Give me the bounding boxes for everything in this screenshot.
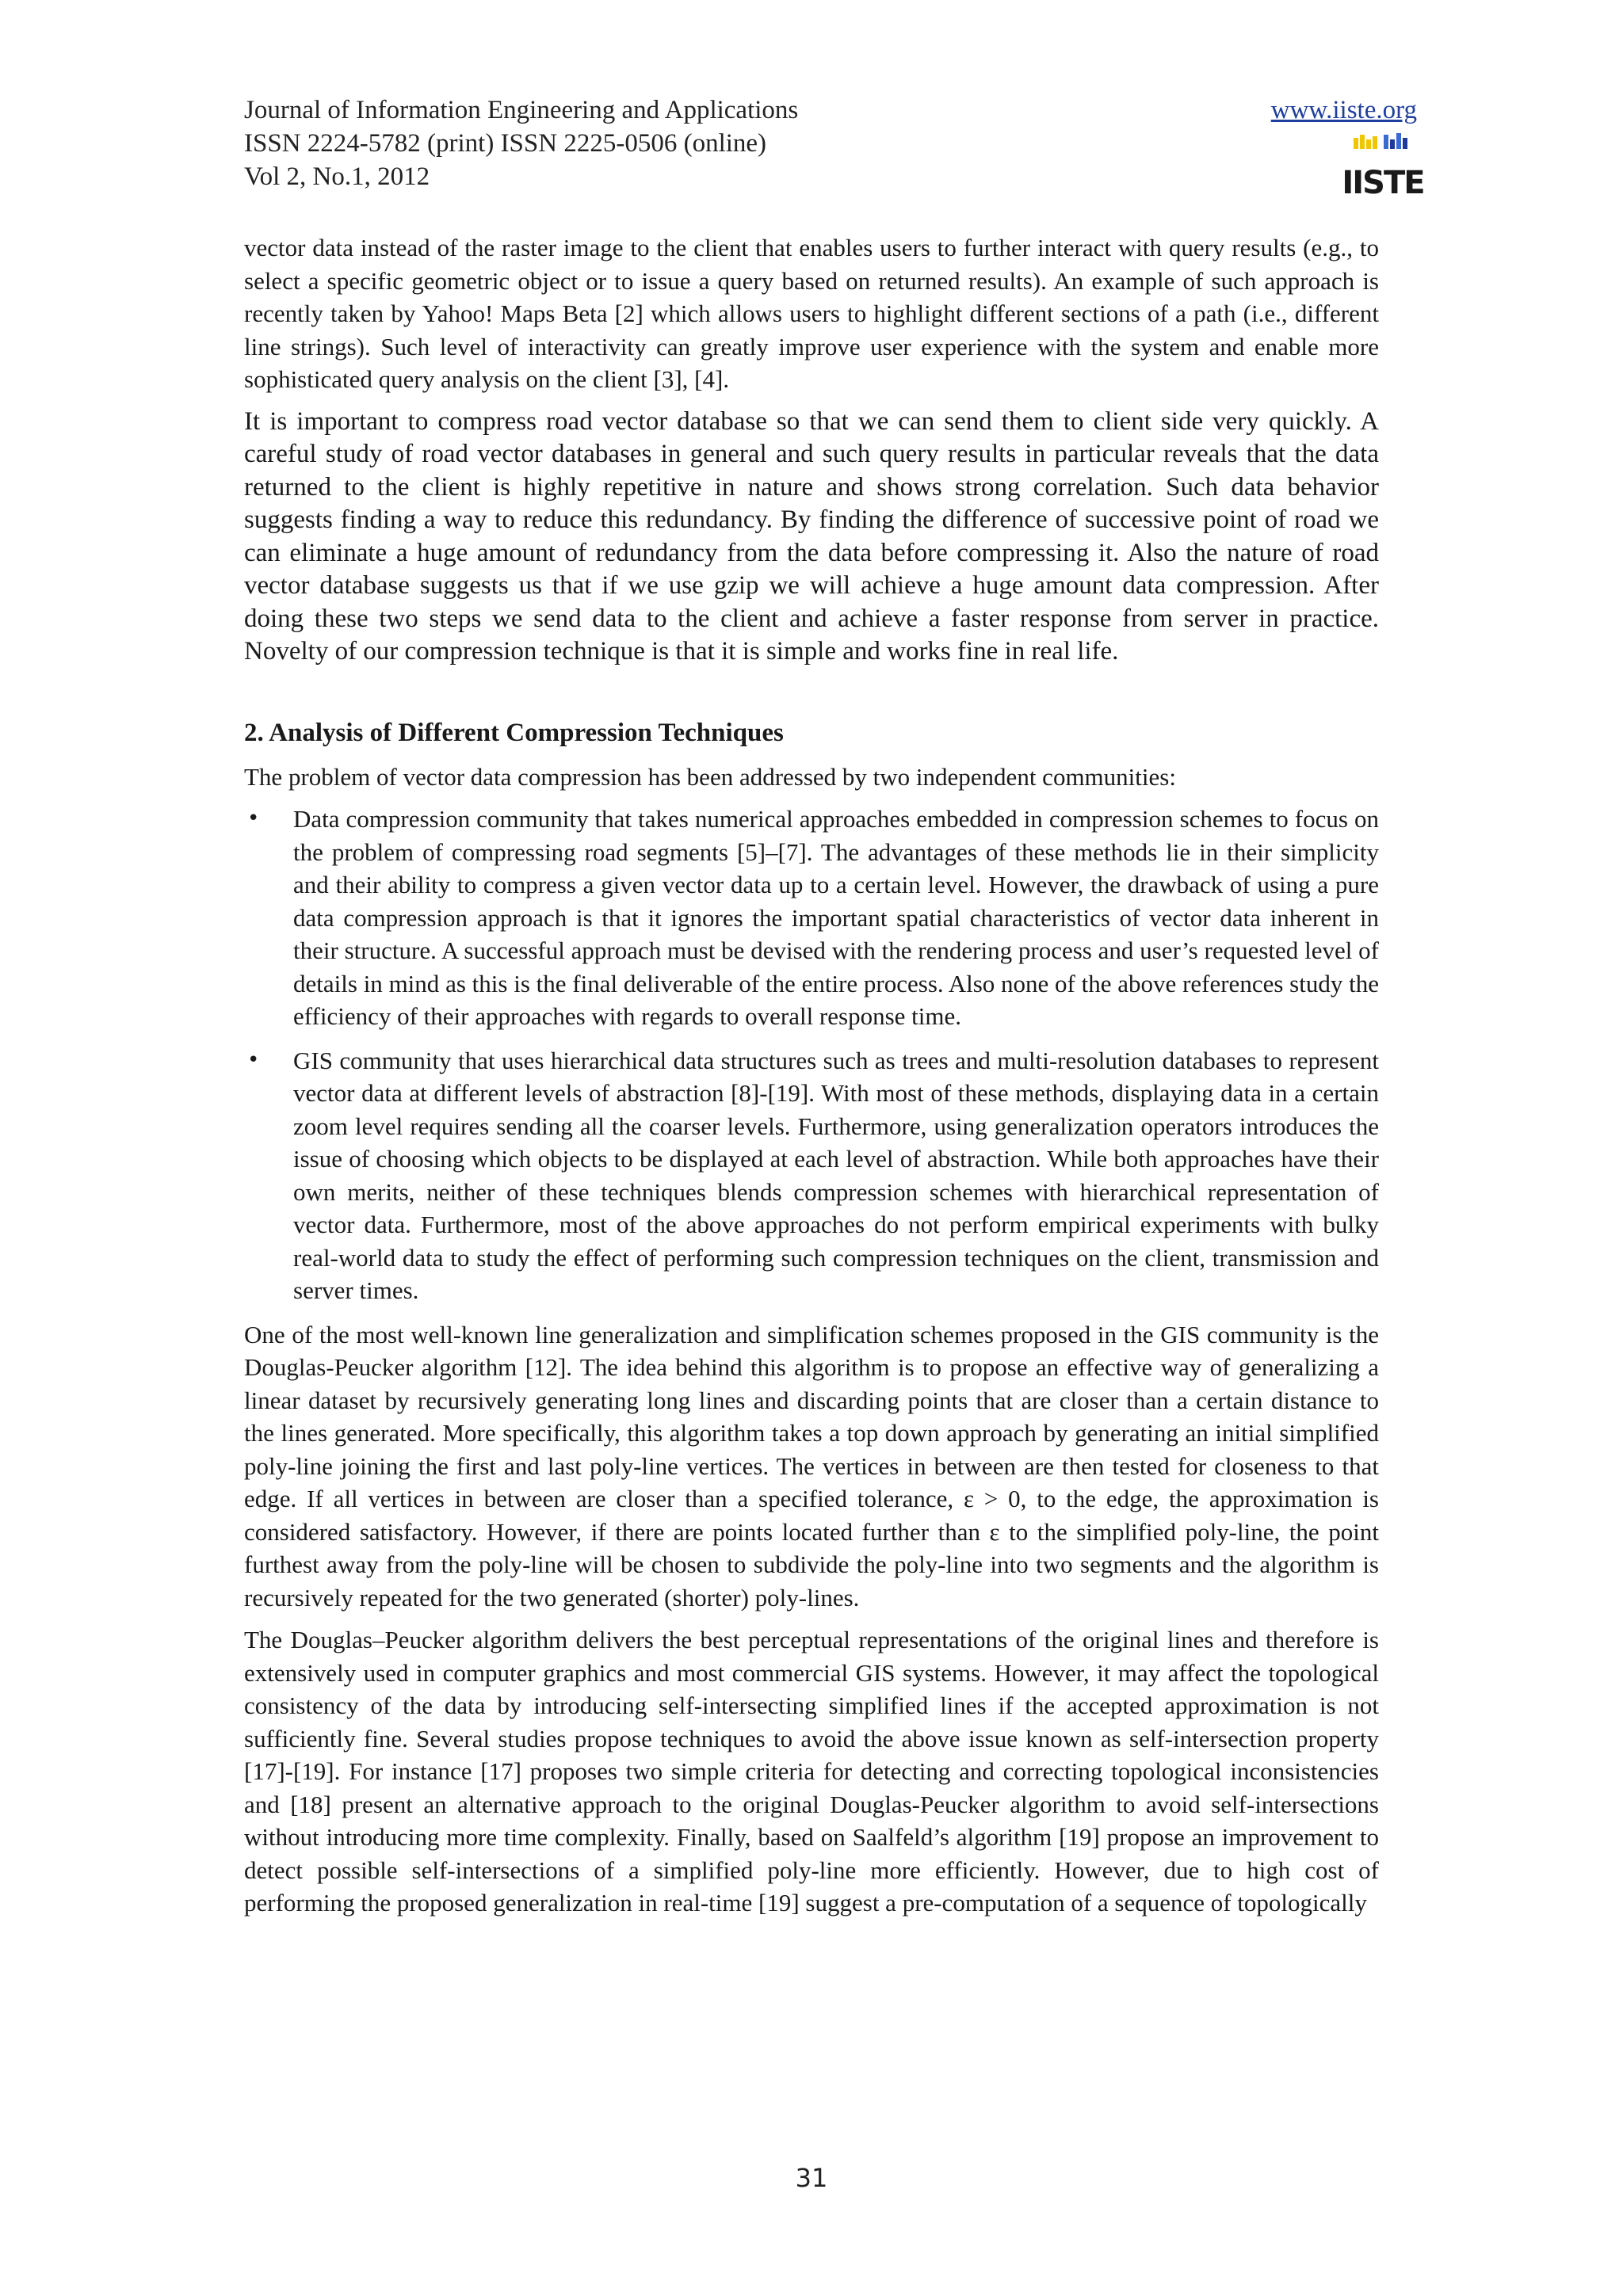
bullet-item [244, 803, 1379, 1033]
journal-info [244, 93, 798, 193]
bullet-text: GIS community that uses hierarchical data structures such as trees and multi-resolution databases to represent vector data at different levels of abstraction [8]-[19]. With most of these methods, displaying data in a certain zoom level requires sending all the coarser levels. Furthermore, using generalization operators introduces the issue of choosing which objects to be displayed at each level of abstraction. While both approaches have their own merits, neither of these techniques blends compression schemes with hierarchical representation of vector data. Furthermore, most of the above approaches do not perform empirical experiments with bulky real-world data to study the effect of performing such compression techniques on the client, transmission and server times. [293, 1046, 1379, 1304]
bullet-text: Data compression community that takes numerical approaches embedded in compression schemes to focus on the problem of compressing road segments [5]–[7]. The advantages of these methods lie in their simplicity and their ability to compress a given vector data up to a certain level. However, the drawback of using a pure data compression approach is that it ignores the important spatial characteristics of vector data inherent in their structure. A successful approach must be devised with the rendering process and user’s requested level of details in mind as this is the final deliverable of the entire process. Also none of the above references study the efficiency of their approaches with regards to overall response time. [293, 805, 1379, 1030]
bullet-dot-icon: • [247, 1047, 260, 1072]
iiste-logo [1342, 132, 1424, 201]
page-number: 31 [795, 2163, 828, 2193]
paragraph-self-intersection: The Douglas–Peucker algorithm delivers the best perceptual representations of the original lines and therefore is extensively used in computer graphics and most commercial GIS systems. However, it may affect the topological consistency of the data by introducing self-intersecting simplified lines if the accepted approximation is not sufficiently fine. Several studies propose techniques to avoid the above issue known as self-intersection property [17]-[19]. For instance [17] proposes two simple criteria for detecting and correcting topological inconsistencies and [18] present an alternative approach to the original Douglas-Peucker algorithm to avoid self-intersections without introducing more time complexity. Finally, based on Saalfeld’s algorithm [19] propose an improvement to detect possible self-intersections of a simplified poly-line more efficiently. However, due to high cost of performing the proposed generalization in real-time [19] suggest a pre-computation of a sequence of topologically [244, 1626, 1379, 1917]
paragraph-douglas-peucker: One of the most well-known line generalization and simplification schemes proposed in the GIS community is the Douglas-Peucker algorithm [12]. The idea behind this algorithm is to propose an effective way of generalizing a linear dataset by recursively generating long lines and discarding points that are closer than a certain distance to the lines generated. More specifically, this algorithm takes a top down approach by generating an initial simplified poly-line joining the first and last poly-line vertices. The vertices in between are then tested for closeness to that edge. If all vertices in between are closer than a specified tolerance, ε > 0, to the edge, the approximation is considered satisfactory. However, if there are points located further than ε to the simplified poly-line, the point furthest away from the poly-line will be chosen to subdivide the poly-line into two segments and the algorithm is recursively repeated for the two generated (shorter) poly-lines. [244, 1320, 1379, 1611]
paragraph-intro-1: vector data instead of the raster image to the client that enables users to further interact with query results (e.g., to select a specific geometric object or to issue a query based on returned results). An example of such approach is recently taken by Yahoo! Maps Beta [2] which allows users to highlight different sections of a path (i.e., different line strings). Such level of interactivity can greatly improve user experience with the system and enable more sophisticated query analysis on the client [3], [4]. [244, 234, 1379, 393]
section-heading: 2. Analysis of Different Compression Techniques [244, 718, 784, 747]
journal-volume: Vol 2, No.1, 2012 [244, 162, 430, 191]
paragraph-intro-2: It is important to compress road vector database so that we can send them to client side very quickly. A careful study of road vector databases in general and such query results in particular reveals that the data returned to the client is highly repetitive in nature and shows strong correlation. Such data behavior suggests finding a way to reduce this redundancy. By finding the difference of successive point of road we can eliminate a huge amount of redundancy from the data before compressing it. Also the nature of road vector database suggests us that if we use gzip we will achieve a huge amount data compression. After doing these two steps we send data to the client and achieve a faster response from server in practice. Novelty of our compression technique is that it is simple and works fine in real life. [244, 406, 1379, 666]
article-body [244, 231, 1379, 1929]
journal-header [244, 93, 1424, 204]
svg-text:IISTE: IISTE [1342, 165, 1424, 201]
bullet-list [244, 803, 1379, 1307]
bullet-dot-icon: • [247, 807, 260, 830]
journal-website-link[interactable]: www.iiste.org [1270, 96, 1417, 124]
bullet-item [244, 1044, 1379, 1307]
journal-issn: ISSN 2224-5782 (print) ISSN 2225-0506 (online) [244, 129, 767, 158]
section-intro: The problem of vector data compression has been addressed by two independent communities: [244, 762, 1176, 791]
journal-title: Journal of Information Engineering and Applications [244, 96, 799, 124]
